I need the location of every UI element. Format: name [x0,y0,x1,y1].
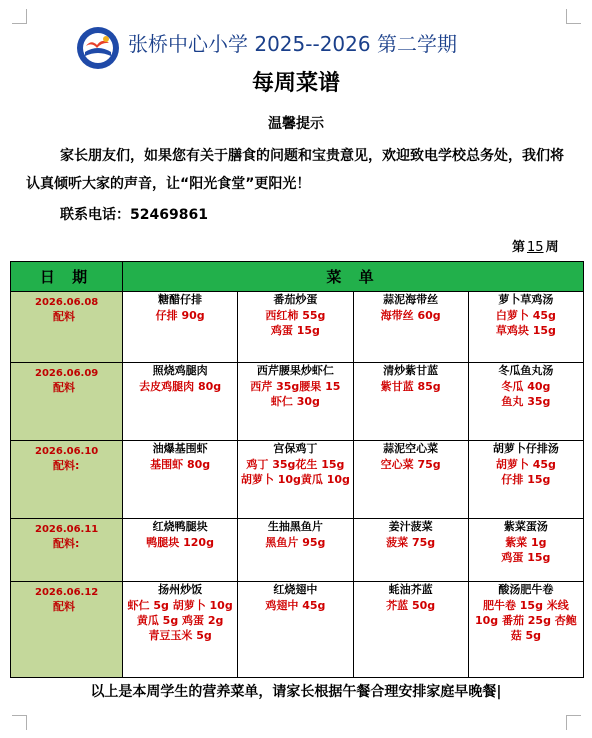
menu-date: 2026.06.10 [35,446,99,457]
dish-cell [353,363,468,441]
dish-name: 紫菜蛋汤 [503,520,548,533]
dish-name: 蒜泥海带丝 [383,293,439,306]
dish-cell [123,582,238,678]
dish-name: 胡萝卜仔排汤 [492,442,559,455]
dish-name: 清炒紫甘蓝 [383,364,439,377]
dish-ingredient: 仔排 90g [155,309,205,322]
page-title: 每周菜谱 [251,71,340,96]
contact-phone: 联系电话：52469861 [60,207,208,223]
week-suffix: 周 [545,240,559,255]
dish-cell [353,441,468,519]
dish-cell [468,363,583,441]
dish-ingredient: 白萝卜 45g [495,309,556,322]
dish-cell [238,292,353,363]
dish-cell [123,519,238,582]
dish-ingredient: 仔排 15g [501,473,551,486]
school-title: 张桥中心小学 2025--2026 第二学期 [128,32,457,56]
dish-cell [468,582,583,678]
menu-date: 2026.06.11 [35,524,99,535]
week-prefix: 第 [512,240,526,255]
dish-name: 扬州炒饭 [158,583,203,596]
dish-ingredient: 草鸡块 15g [495,324,556,337]
dish-cell [123,441,238,519]
dish-name: 照烧鸡腿肉 [152,364,208,377]
dish-ingredient: 菇 5g [510,629,542,642]
dish-name: 冬瓜鱼丸汤 [498,364,554,377]
menu-row [11,363,584,441]
dish-cell [468,441,583,519]
menu-row [11,582,584,678]
dish-cell [353,292,468,363]
dish-ingredient: 肥牛卷 15g 米线 [482,599,569,612]
crop-mark-bottom-right [566,715,581,730]
dish-name: 红烧鸭腿块 [152,520,208,533]
date-cell [11,582,123,678]
dish-ingredient: 鸡蛋 15g [270,324,320,337]
dish-name: 酸汤肥牛卷 [498,583,554,596]
dish-ingredient: 海带丝 60g [380,309,441,322]
dish-cell [468,519,583,582]
dish-ingredient: 鸭腿块 120g [146,536,214,549]
dish-cell [238,441,353,519]
dish-name: 姜汁菠菜 [388,520,433,533]
dish-ingredient: 西红柿 55g [265,309,326,322]
ingredients-label: 配料: [53,537,80,550]
dish-ingredient: 黑鱼片 95g [265,536,326,549]
dish-ingredient: 冬瓜 40g [501,380,551,393]
menu-date: 2026.06.09 [35,368,99,379]
dish-ingredient: 鱼丸 35g [501,395,551,408]
dish-cell [238,519,353,582]
week-label [512,236,559,255]
crop-mark-top-right [566,9,581,24]
menu-row [11,519,584,582]
dish-name: 西芹腰果炒虾仁 [256,364,334,377]
dish-cell [123,292,238,363]
dish-name: 番茄炒蛋 [273,293,318,306]
crop-mark-top-left [12,9,27,24]
date-cell [11,441,123,519]
dish-ingredient: 胡萝卜 10g黄瓜 10g [240,473,350,486]
dish-ingredient: 青豆玉米 5g [148,629,212,642]
dish-ingredient: 鸡翅中 45g [265,599,326,612]
ingredients-label: 配料 [53,310,75,323]
dish-ingredient: 基围虾 80g [150,458,211,471]
header-date: 日 期 [11,262,123,292]
dish-ingredient: 去皮鸡腿肉 80g [139,380,222,393]
dish-ingredient: 10g 番茄 25g 杏鲍 [474,614,577,627]
dish-cell [238,582,353,678]
header-menu: 菜 单 [123,262,584,292]
dish-cell [238,363,353,441]
menu-date: 2026.06.12 [35,587,99,598]
tip-title: 温馨提示 [268,116,324,132]
dish-ingredient: 西芹 35g腰果 15 [250,380,341,393]
dish-ingredient: 紫甘蓝 85g [380,380,441,393]
week-number: 15 [527,240,544,255]
dish-name: 油爆基围虾 [152,442,208,455]
ingredients-label: 配料: [53,459,80,472]
dish-ingredient: 紫菜 1g [505,536,547,549]
dish-name: 糖醋仔排 [158,293,203,306]
dish-cell [468,292,583,363]
menu-row [11,441,584,519]
dish-name: 生抽黑鱼片 [267,520,323,533]
dish-name: 萝卜草鸡汤 [498,293,554,306]
school-logo-icon [76,26,120,70]
menu-table [10,261,584,678]
dish-name: 红烧翅中 [273,583,318,596]
dish-cell [353,582,468,678]
dish-name: 宫保鸡丁 [273,442,318,455]
dish-cell [353,519,468,582]
dish-cell [123,363,238,441]
dish-ingredient: 虾仁 30g [270,395,320,408]
crop-mark-bottom-left [12,715,27,730]
dish-name: 蒜泥空心菜 [383,442,439,455]
footer-note: 以上是本周学生的营养菜单，请家长根据午餐合理安排家庭早晚餐| [90,684,502,700]
dish-ingredient: 鸡蛋 15g [501,551,551,564]
dish-ingredient: 空心菜 75g [380,458,441,471]
dish-ingredient: 芥蓝 50g [386,599,436,612]
notice-text: 家长朋友们，如果您有关于膳食的问题和宝贵意见，欢迎致电学校总务处，我们将认真倾听大家的声音，让“阳光食堂”更阳光！ [26,148,564,192]
menu-row [11,292,584,363]
dish-ingredient: 胡萝卜 45g [495,458,556,471]
dish-ingredient: 菠菜 75g [386,536,436,549]
dish-ingredient: 黄瓜 5g 鸡蛋 2g [136,614,224,627]
dish-ingredient: 虾仁 5g 胡萝卜 10g [127,599,233,612]
dish-ingredient: 鸡丁 35g花生 15g [246,458,345,471]
ingredients-label: 配料 [53,381,75,394]
ingredients-label: 配料 [53,600,75,613]
date-cell [11,363,123,441]
date-cell [11,292,123,363]
menu-date: 2026.06.08 [35,297,99,308]
dish-name: 蚝油芥蓝 [388,583,433,596]
date-cell [11,519,123,582]
